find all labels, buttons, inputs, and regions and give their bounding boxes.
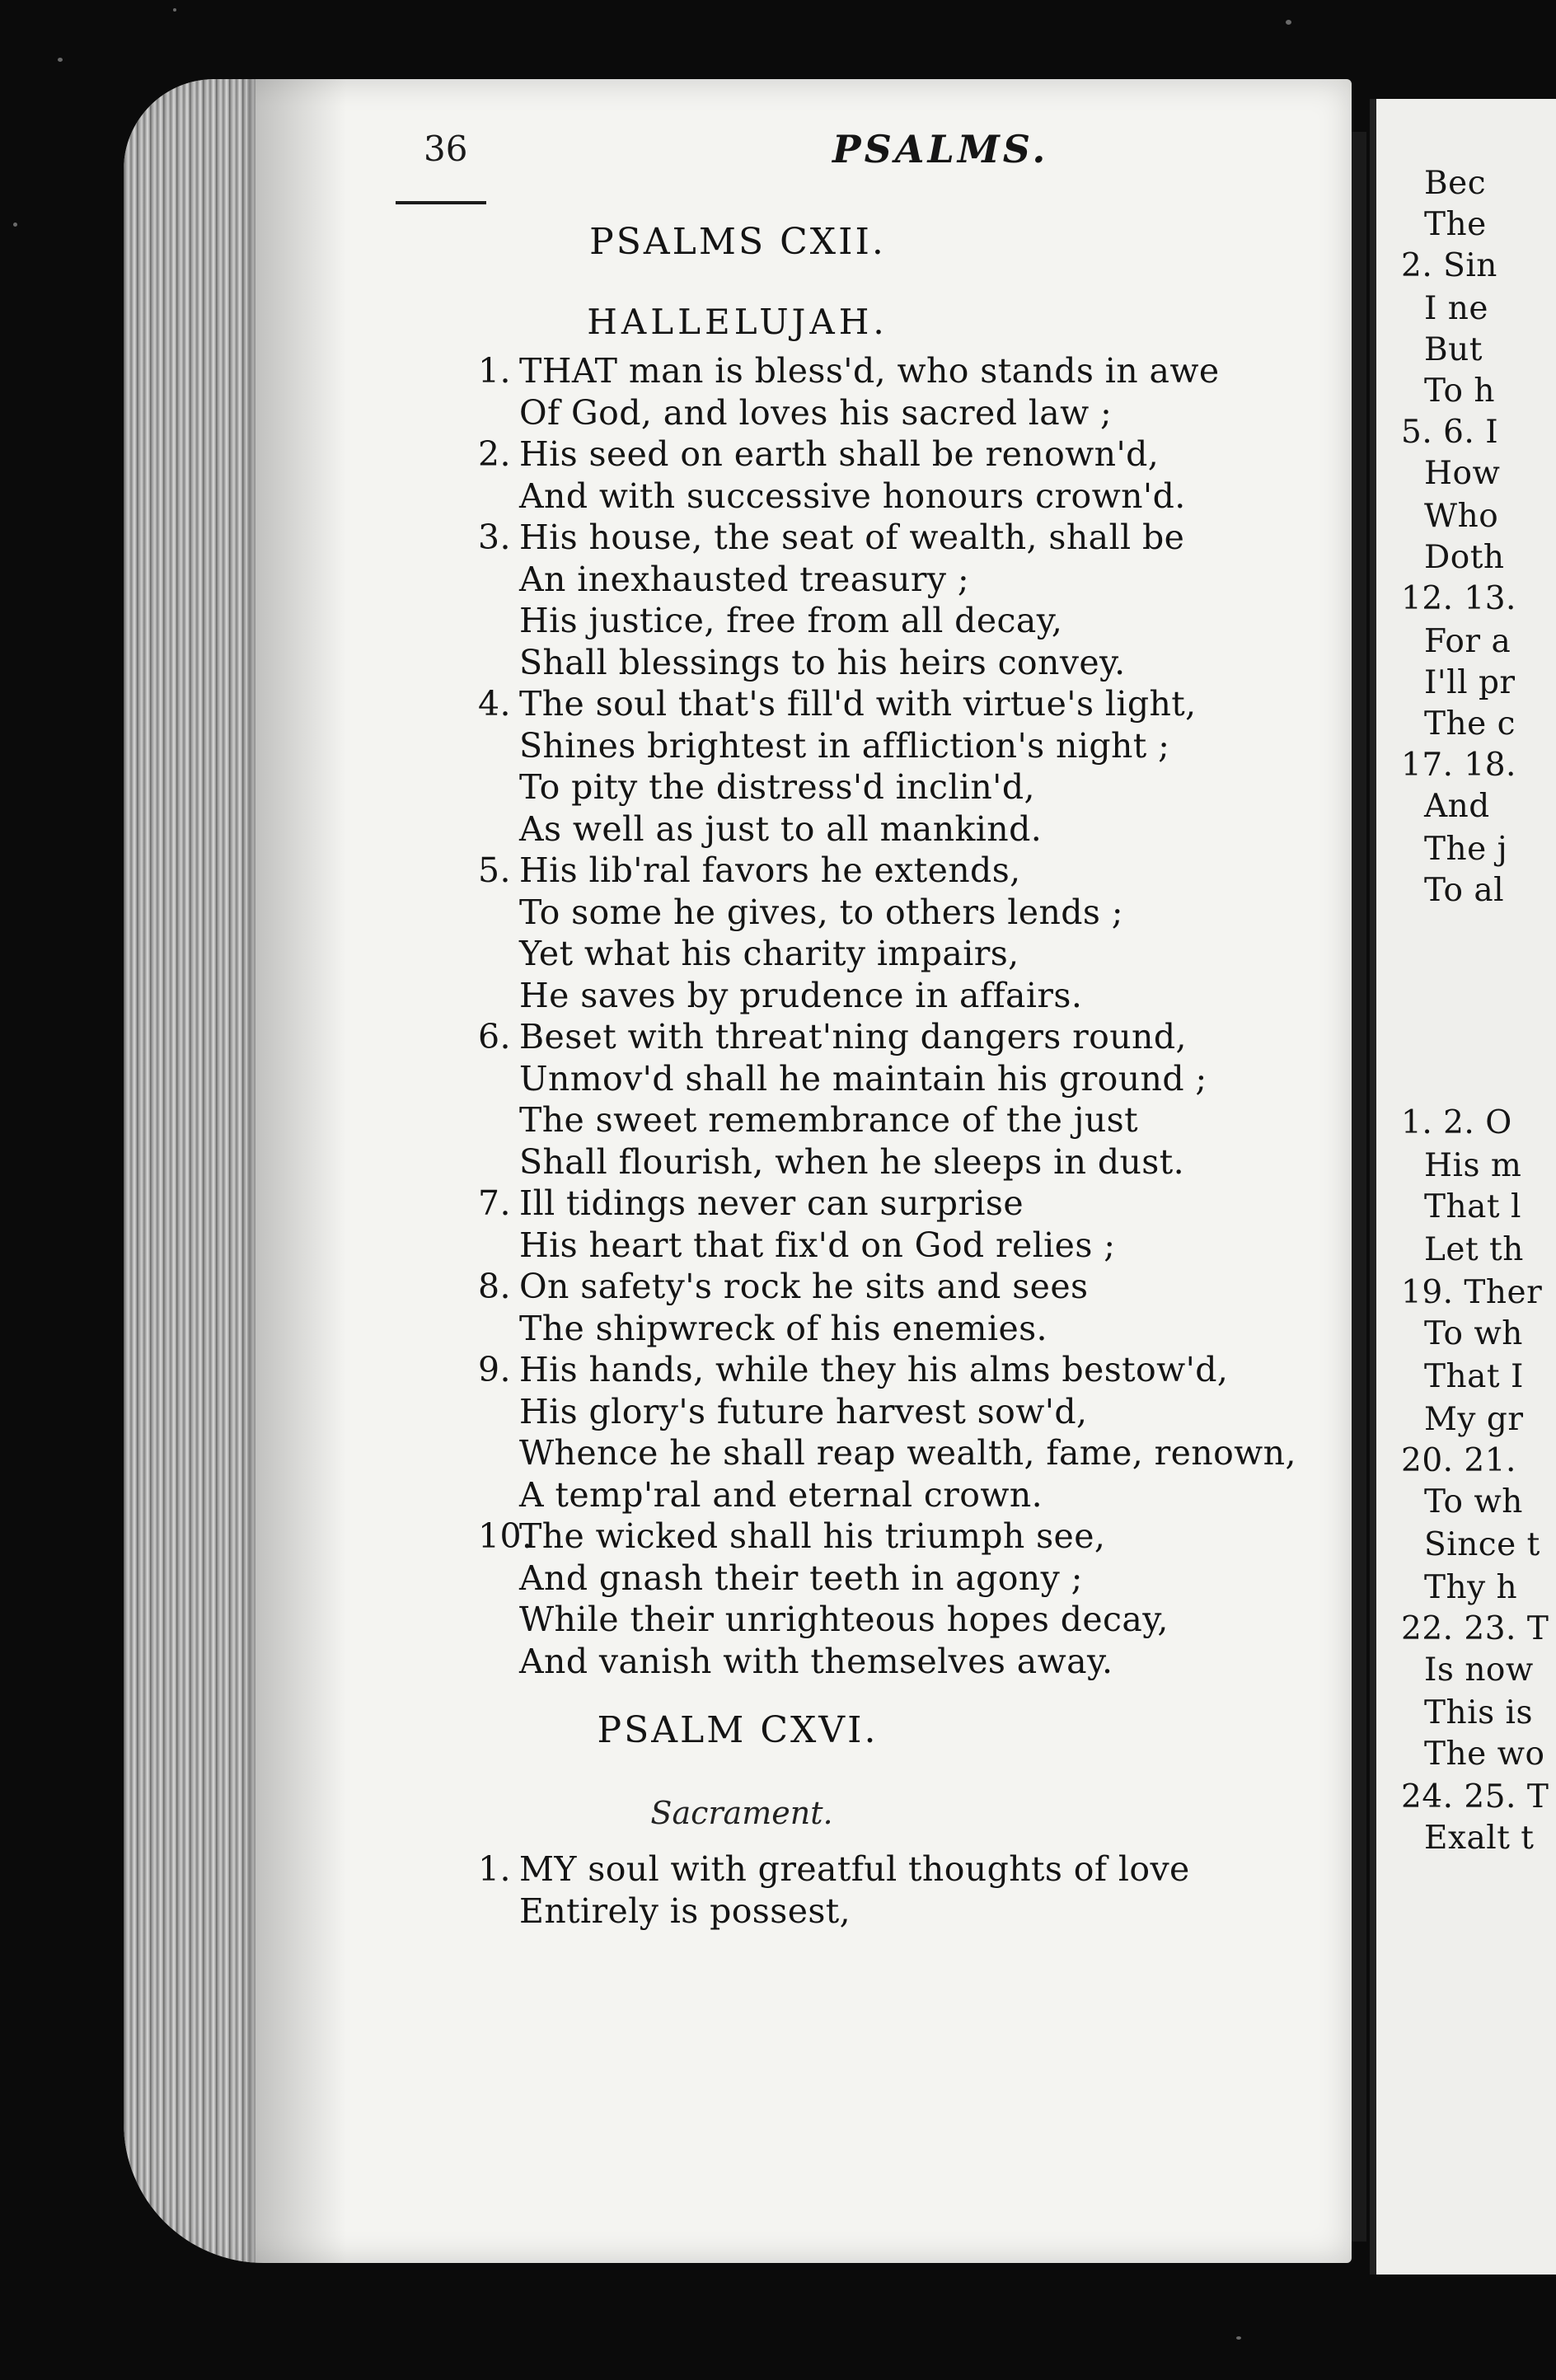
right-page-line: Bec [1424, 165, 1487, 202]
psalm-subtitle-2: Sacrament. [650, 1795, 833, 1831]
verse-text: His house, the seat of wealth, shall be [519, 518, 1185, 557]
verse-text: His heart that fix'd on God relies ; [519, 1225, 1116, 1265]
verse-number: 2. [478, 434, 511, 474]
right-page-line: Let th [1424, 1231, 1524, 1268]
right-page-line: 22. 23. T [1401, 1610, 1549, 1647]
verse-text: His hands, while they his alms bestow'd, [519, 1350, 1229, 1389]
verse-line [478, 684, 1197, 724]
right-page-line: How [1424, 455, 1501, 492]
page-edge-shading [124, 79, 255, 2263]
verse-line [519, 1142, 1184, 1182]
verse-line [478, 1017, 1187, 1056]
verse-text: While their unrighteous hopes decay, [519, 1600, 1169, 1639]
verse-line [519, 809, 1042, 849]
verse-line [519, 643, 1126, 682]
verse-line [519, 1642, 1113, 1681]
psalm-subtitle: HALLELUJAH. [587, 302, 888, 342]
verse-text: The shipwreck of his enemies. [519, 1308, 1047, 1348]
verse-number: 9. [478, 1350, 511, 1389]
right-page-line: 12. 13. [1401, 580, 1516, 617]
right-page-line: To wh [1424, 1483, 1523, 1520]
verse-line [478, 850, 1021, 890]
right-page-line: To al [1424, 872, 1505, 909]
verse-text: Yet what his charity impairs, [519, 934, 1019, 973]
verse-number: 4. [478, 684, 511, 724]
verse-text: He saves by prudence in affairs. [519, 975, 1083, 1015]
verse-line [519, 1059, 1207, 1099]
verse-number: 5. [478, 850, 511, 890]
verse-line [478, 1516, 1105, 1556]
right-page-line: To wh [1424, 1315, 1523, 1352]
verse-text: The soul that's fill'd with virtue's light, [519, 684, 1197, 724]
right-page-line: To h [1424, 372, 1495, 410]
verse-line [519, 726, 1169, 766]
verse-text: Shall flourish, when he sleeps in dust. [519, 1141, 1185, 1182]
verse-line [478, 1267, 1088, 1306]
verse-number: 3. [478, 518, 511, 557]
verse-text: His glory's future harvest sow'd, [519, 1391, 1088, 1431]
scan-speck [173, 8, 176, 12]
scan-speck [13, 223, 17, 227]
page-number-rule [396, 201, 486, 204]
running-head: PSALMS. [832, 127, 1049, 171]
verse-number: 6. [478, 1017, 511, 1056]
verse-text: MY soul with greatful thoughts of love [519, 1849, 1190, 1889]
verse-text: Shall blessings to his heirs convey. [519, 642, 1126, 682]
right-page-line: The j [1424, 831, 1508, 868]
right-page-line: I ne [1424, 290, 1489, 327]
psalm-title: PSALMS CXII. [589, 221, 886, 263]
verse-text: The sweet remembrance of the just [519, 1100, 1138, 1140]
right-page-line: 17. 18. [1401, 747, 1516, 784]
scan-speck [1236, 2336, 1241, 2340]
right-page-line: Doth [1424, 539, 1505, 576]
right-page-line: This is [1424, 1694, 1534, 1731]
right-page-line: But [1424, 331, 1483, 368]
verse-line [519, 601, 1062, 640]
verse-text: Whence he shall reap wealth, fame, renown, [519, 1433, 1296, 1473]
verse-number: 1. [478, 1849, 511, 1889]
verse-number: 10. [478, 1516, 533, 1556]
right-page-line: And [1424, 788, 1490, 825]
verse-line [478, 351, 1220, 391]
verse-text: A temp'ral and eternal crown. [519, 1474, 1043, 1515]
verse-text: And gnash their teeth in agony ; [519, 1558, 1083, 1598]
right-page-line: That l [1424, 1188, 1521, 1225]
verse-text: Beset with threat'ning dangers round, [519, 1017, 1187, 1056]
right-page-line: His m [1424, 1147, 1522, 1184]
psalm-title-2: PSALM CXVI. [597, 1709, 879, 1751]
right-page-line: The wo [1424, 1736, 1545, 1773]
page-number: 36 [424, 129, 468, 169]
verse-line [519, 1558, 1083, 1598]
verse-text: His lib'ral favors he extends, [519, 850, 1021, 890]
verse-line [519, 1891, 851, 1931]
right-page-line: The [1424, 206, 1487, 243]
right-page-line: The c [1424, 705, 1516, 743]
verse-line [519, 560, 969, 599]
right-page-line: 19. Ther [1401, 1274, 1543, 1311]
right-page-line: My gr [1424, 1401, 1524, 1438]
right-page-line: 5. 6. I [1401, 414, 1499, 451]
verse-text: And vanish with themselves away. [519, 1641, 1113, 1681]
right-page-line: I'll pr [1424, 664, 1516, 701]
verse-line [478, 1183, 1024, 1223]
verse-line [519, 1433, 1296, 1473]
verse-line [519, 767, 1035, 807]
page-edge-fade [247, 79, 346, 2263]
verse-text: To some he gives, to others lends ; [519, 892, 1123, 932]
right-page-line: Is now [1424, 1651, 1534, 1689]
verse-text: Entirely is possest, [519, 1890, 851, 1931]
verse-text: His seed on earth shall be renown'd, [519, 434, 1160, 474]
verse-line [478, 434, 1159, 474]
verse-line [519, 393, 1112, 433]
right-page-line: That I [1424, 1358, 1524, 1395]
scan-speck [58, 58, 63, 62]
verse-line [519, 1225, 1115, 1265]
verse-line [478, 1350, 1228, 1389]
verse-line [478, 1849, 1190, 1889]
verse-text: The wicked shall his triumph see, [519, 1516, 1106, 1556]
verse-text: And with successive honours crown'd. [519, 476, 1186, 516]
verse-line [519, 1309, 1047, 1348]
right-page-line: Exalt t [1424, 1820, 1535, 1857]
verse-line [519, 892, 1123, 932]
verse-text: His justice, free from all decay, [519, 601, 1063, 640]
verse-text: An inexhausted treasury ; [519, 559, 970, 599]
left-page [124, 79, 1352, 2263]
right-page-line: 24. 25. T [1401, 1778, 1549, 1815]
right-page-line: Since t [1424, 1526, 1540, 1563]
verse-text: THAT man is bless'd, who stands in awe [519, 351, 1220, 391]
right-page-line: 20. 21. [1401, 1442, 1516, 1479]
verse-line [519, 934, 1019, 973]
verse-text: Shines brightest in affliction's night ; [519, 725, 1170, 766]
verse-number: 8. [478, 1267, 511, 1306]
right-page-line: 1. 2. O [1401, 1104, 1512, 1141]
verse-line [519, 476, 1186, 516]
verse-line [519, 1392, 1087, 1431]
verse-text: As well as just to all mankind. [519, 808, 1043, 849]
verse-text: Ill tidings never can surprise [519, 1183, 1024, 1223]
verse-text: To pity the distress'd inclin'd, [519, 767, 1035, 807]
right-page-line: Thy h [1424, 1569, 1518, 1606]
verse-line [519, 976, 1082, 1015]
right-page-cropped [1370, 99, 1556, 2275]
right-page-line: For a [1424, 623, 1511, 660]
verse-number: 1. [478, 351, 511, 391]
right-page-line: Who [1424, 498, 1499, 535]
verse-line [519, 1475, 1043, 1515]
verse-number: 7. [478, 1183, 511, 1223]
verse-line [478, 518, 1184, 557]
verse-text: On safety's rock he sits and sees [519, 1267, 1089, 1306]
scan-speck [1286, 20, 1291, 25]
right-page-line: 2. Sin [1401, 247, 1497, 284]
verse-text: Of God, and loves his sacred law ; [519, 392, 1113, 433]
verse-text: Unmov'd shall he maintain his ground ; [519, 1058, 1207, 1099]
verse-line [519, 1100, 1138, 1140]
verse-line [519, 1600, 1169, 1639]
